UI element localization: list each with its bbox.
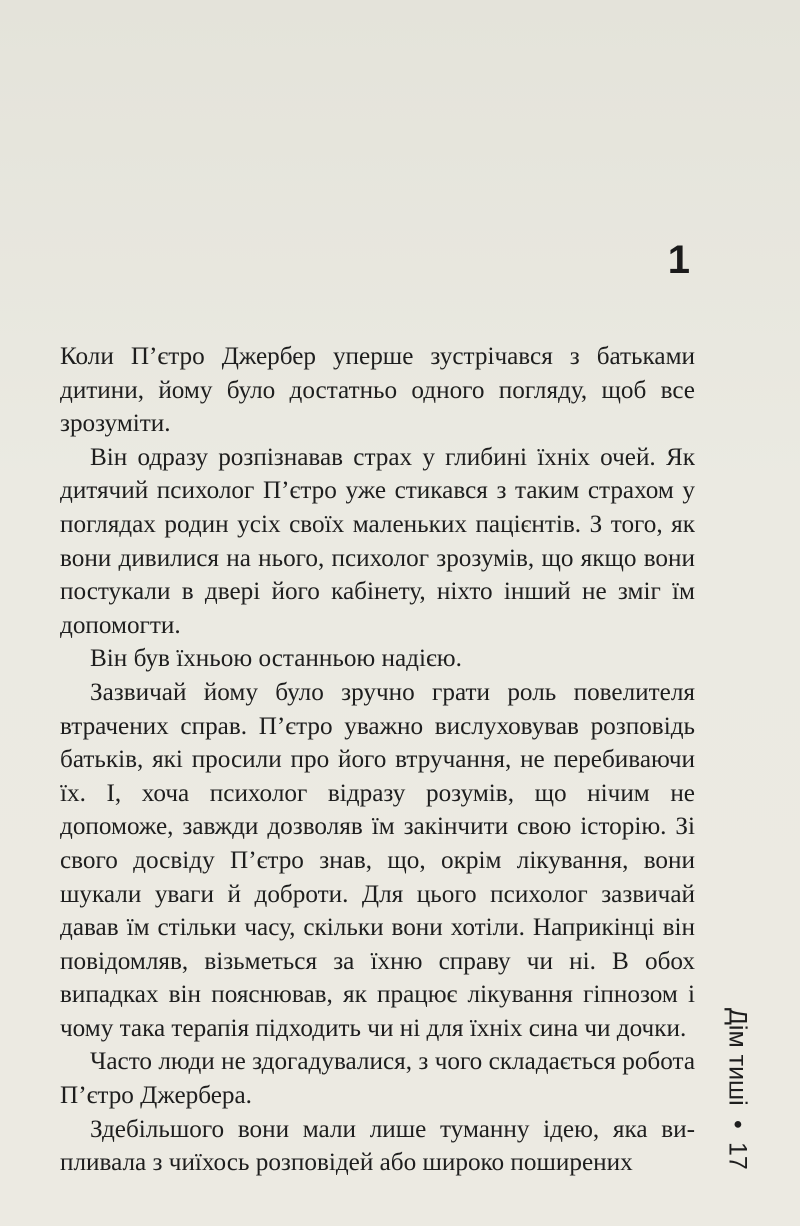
paragraph: Часто люди не здогадувалися, з чого складається робота П’єтро Джербера. bbox=[60, 1048, 695, 1110]
paragraph: Зазвичай йому було зручно грати роль повелителя втрачених справ. П’єтро уважно вислуховував розповідь батьків, які просили про його втручання, не перебиваючи їх. І, хоча психолог відразу розумів, що нічим не допоможе, завжди дозволяв їм закінчити свою історію. Зі свого досвіду П’єтро знав, що, окрім лікування, вони шукали уваги й доброти. Для цього психолог зазвичай давав їм стільки часу, скільки вони хотіли. Наприкінці він повідомляв, візьметься за їхню справу чи ні. В обох випадках він пояснював, як працює лікування гіпнозом і чому така терапія підходить чи ні для їхніх сина чи дочки. bbox=[60, 678, 695, 1042]
paragraph: Він був їхньою останньою надією. bbox=[90, 645, 462, 673]
page-number: 17 bbox=[723, 1142, 752, 1171]
paragraph: Здебільшого вони мали лише туманну ідею, яка випливала з чиїхось розповідей або широко поширених bbox=[60, 1115, 695, 1177]
separator-dot: • bbox=[723, 1119, 752, 1129]
body-text bbox=[60, 340, 695, 1180]
chapter-number: 1 bbox=[667, 238, 690, 282]
running-head bbox=[722, 1008, 752, 1171]
paragraph: Він одразу розпізнавав страх у глибині їхніх очей. Як дитячий психолог П’єтро уже стикався з таким страхом у поглядах родин усіх своїх маленьких пацієнтів. З того, як вони дивилися на нього, психолог зрозумів, що якщо вони постукали в двері його кабінету, ніхто інший не зміг їм допомогти. bbox=[60, 443, 695, 639]
book-title: Дім тиші bbox=[723, 1008, 752, 1106]
paragraph: Коли П’єтро Джербер уперше зустрічався з батьками дитини, йому було достатньо одного погляду, щоб все зрозуміти. bbox=[60, 343, 695, 438]
